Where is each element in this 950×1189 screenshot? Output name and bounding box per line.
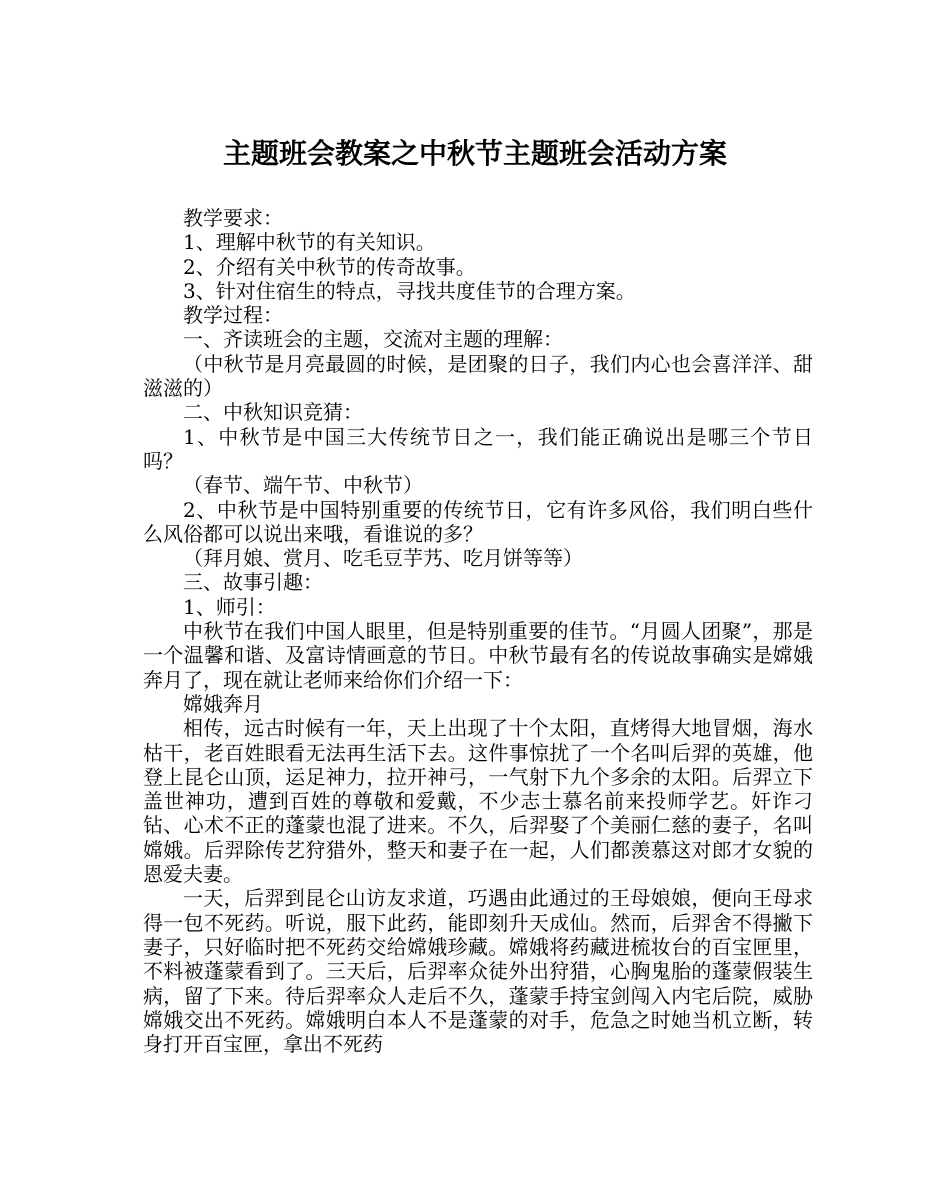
paragraph: 相传，远古时候有一年，天上出现了十个太阳，直烤得大地冒烟，海水枯干，老百姓眼看无法再生活下去。这件事惊扰了一个名叫后羿的英雄，他登上昆仑山顶，运足神力，拉开神弓，一气射下九个多余的太阳。后羿立下盖世神功，遭到百姓的尊敬和爱戴，不少志士慕名前来投师学艺。奸诈刁钻、心术不正的蓬蒙也混了进来。不久，后羿娶了个美丽仁慈的妻子，名叫嫦娥。后羿除传艺狩猎外，整天和妻子在一起，人们都羡慕这对郎才女貌的恩爱夫妻。 [143,716,813,887]
paragraph: 3、针对住宿生的特点，寻找共度佳节的合理方案。 [183,278,636,303]
paragraph: 一天，后羿到昆仑山访友求道，巧遇由此通过的王母娘娘，便向王母求得一包不死药。听说，服下此药，能即刻升天成仙。然而，后羿舍不得撇下妻子，只好临时把不死药交给嫦娥珍藏。嫦娥将药藏进梳妆台的百宝匣里，不料被蓬蒙看到了。三天后，后羿率众徒外出狩猎，心胸鬼胎的蓬蒙假装生病，留了下来。待后羿率众人走后不久，蓬蒙手持宝剑闯入内宅后院，威胁嫦娥交出不死药。嫦娥明白本人不是蓬蒙的对手，危急之时她当机立断，转身打开百宝匣，拿出不死药 [143,886,813,1057]
paragraph: 教学要求： [183,206,283,230]
paragraph: 二、中秋知识竞猜： [183,400,363,425]
paragraph: 2、介绍有关中秋节的传奇故事。 [183,254,476,279]
paragraph: 2、中秋节是中国特别重要的传统节日，它有许多风俗，我们明白些什么风俗都可以说出来哦，看谁说的多？ [143,497,813,546]
paragraph: （中秋节是月亮最圆的时候，是团聚的日子，我们内心也会喜洋洋、甜滋滋的） [143,351,813,401]
paragraph: （拜月娘、赏月、吃毛豆芋艿、吃月饼等等） [183,546,583,571]
paragraph: 嫦娥奔月 [183,691,263,716]
paragraph: 教学过程： [183,303,283,328]
document-body [143,206,813,1056]
document-title: 主题班会教案之中秋节主题班会活动方案 [222,137,727,170]
paragraph: 1、中秋节是中国三大传统节日之一，我们能正确说出是哪三个节日吗？ [143,424,813,473]
paragraph: 1、师引： [183,594,276,619]
paragraph: （春节、端午节、中秋节） [183,473,423,498]
paragraph: 1、理解中秋节的有关知识。 [183,230,436,255]
paragraph: 中秋节在我们中国人眼里，但是特别重要的佳节。“月圆人团聚”，那是一个温馨和谐、及富诗情画意的节日。中秋节最有名的传说故事确实是嫦娥奔月了，现在就让老师来给你们介绍一下： [143,619,813,692]
paragraph: 一、齐读班会的主题，交流对主题的理解： [183,327,563,352]
paragraph: 三、故事引趣： [183,570,323,595]
